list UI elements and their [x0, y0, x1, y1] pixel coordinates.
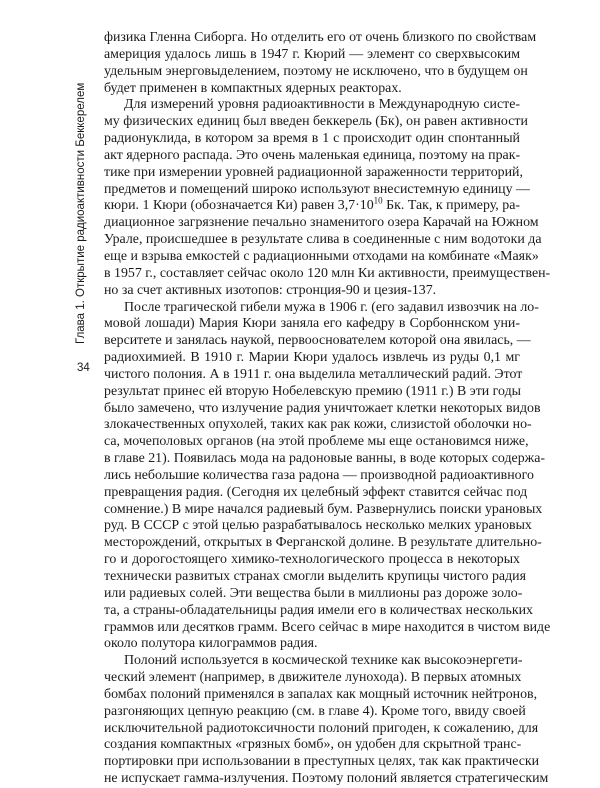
text-line: та, а страны-обладательницы радия имели его в количествах нескольких	[104, 602, 533, 618]
text-line: верситете и занялась наукой, первооснователем которой она явилась, —	[104, 333, 531, 349]
text-line: еще и взрыва емкостей с радиационными отходами на комбинате «Маяк»	[104, 248, 539, 264]
text-line: или радиевых солей. Эти вещества были в миллионы раз дороже золо-	[104, 585, 523, 601]
text-line: разгоняющих цепную реакцию (см. в главе 4). Кроме того, ввиду своей	[104, 703, 526, 719]
text-line: исключительной радиотоксичности полоний пригоден, к сожалению, для	[104, 720, 539, 736]
text-line: радионуклида, в котором за время в 1 с происходит один спонтанный	[104, 131, 520, 147]
text-line: месторождений, открытых в Ферганской долине. В результате длительно-	[104, 535, 542, 551]
text-line: После трагической гибели мужа в 1906 г. (его задавил извозчик на ло-	[124, 299, 539, 315]
text-line-part: кюри. 1 Кюри (обозначается Ки) равен 3,7·10	[104, 198, 374, 214]
text-line: не испускает гамма-излучения. Поэтому полоний является стратегическим	[104, 771, 549, 787]
text-line: ческий элемент (например, в движителе лунохода). В первых атомных	[104, 670, 522, 686]
text-line: но за счет активных изотопов: стронция-90 и цезия-137.	[104, 282, 437, 298]
text-line: около полутора килограммов радия.	[104, 636, 318, 652]
text-line: Урале, происшедшее в результате слива в соединенные с ним водотоки да	[104, 232, 542, 248]
body-text	[104, 30, 551, 788]
text-line: му физических единиц был введен беккерель (Бк), он равен активности	[104, 114, 528, 130]
text-line: в 1957 г., составляет сейчас около 120 млн Ки активности, преимуществен-	[104, 265, 551, 281]
text-line: руд. В СССР с этой целью разрабатывалось несколько мелких урановых	[104, 518, 532, 534]
text-line: превращения радия. (Сегодня их целебный эффект ставится сейчас под	[104, 484, 528, 500]
text-line: Для измерений уровня радиоактивности в Международную систе-	[124, 97, 520, 113]
text-line: чистого полония. А в 1911 г. она выделила металлический радий. Этот	[104, 366, 523, 382]
text-line: са, мочеполовых органов (на этой проблеме мы еще остановимся ниже,	[104, 434, 529, 450]
text-line: было замечено, что излучение радия уничтожает клетки некоторых видов	[104, 400, 541, 416]
text-line: физика Гленна Сиборга. Но отделить его от очень близкого по свойствам	[104, 30, 537, 45]
text-line	[104, 195, 520, 215]
running-head-text: Глава 1. Открытие радиоактивности Беккерелем	[75, 82, 87, 344]
text-line: америция удалось лишь в 1947 г. Кюрий — элемент со сверхвысоким	[104, 46, 520, 62]
text-line: удельным энерговыделением, поэтому не исключено, что в будущем он	[104, 63, 528, 79]
text-line-part: Бк. Так, к примеру, ра-	[382, 198, 520, 214]
text-line: портировки при использовании в преступных целях, так как практически	[104, 754, 540, 770]
text-line: граммов или десятков грамм. Всего сейчас в мире находится в чистом виде	[104, 619, 551, 635]
text-line: будет применен в компактных ядерных реакторах.	[104, 80, 402, 96]
superscript-exponent: 10	[373, 195, 383, 206]
text-line: диационное загрязнение печально знаменитого озера Карачай на Южном	[104, 215, 539, 231]
text-line: мовой лошади) Мария Кюри заняла его кафедру в Сорбоннском уни-	[104, 316, 520, 332]
text-line: создания компактных «грязных бомб», он удобен для скрытной транс-	[104, 737, 522, 753]
text-line: лись небольшие количества газа радона — производной радиоактивного	[104, 467, 534, 483]
text-line: Полоний используется в космической технике как высокоэнергети-	[124, 653, 523, 669]
text-line: бомбах полоний применялся в запалах как мощный источник нейтронов,	[104, 686, 538, 702]
text-line: акт ядерного распада. Это очень маленькая единица, поэтому на прак-	[104, 147, 521, 163]
text-line: радиохимией. В 1910 г. Марии Кюри удалось извлечь из руды 0,1 мг	[104, 350, 520, 366]
text-line: предметов и помещений широко используют внесистемную единицу —	[104, 181, 530, 197]
text-line: технически развитых странах смогли выделить крупицы чистого радия	[104, 569, 526, 584]
page-number: 34	[77, 362, 90, 374]
text-line: го и дорогостоящего химико-технологического процесса в некоторых	[104, 552, 520, 568]
text-line: сомнение.) В мире начался радиевый бум. Развернулись поиски урановых	[104, 501, 543, 517]
text-line: результат принес ей вторую Нобелевскую премию (1911 г.) В эти годы	[104, 383, 521, 399]
text-line: злокачественных опухолей, таких как рак кожи, слизистой оболочки но-	[104, 417, 532, 433]
text-line: в главе 21). Появилась мода на радоновые ванны, в воде которых содержа-	[104, 451, 546, 467]
text-line: тике при измерении уровней радиационной зараженности территорий,	[104, 164, 523, 180]
